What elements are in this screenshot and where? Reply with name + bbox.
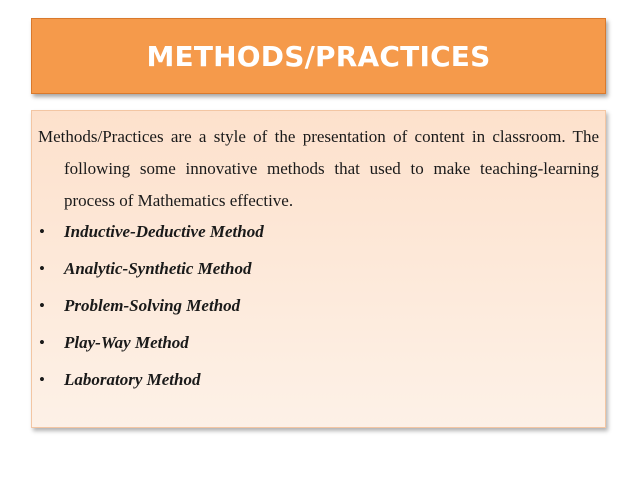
bullet-icon: • [39, 370, 45, 389]
method-inductive-deductive: Inductive-Deductive Method [64, 222, 264, 241]
bullet-icon: • [39, 259, 45, 278]
method-problem-solving: Problem-Solving Method [64, 296, 241, 315]
list-item [38, 370, 599, 407]
content-panel [31, 110, 606, 428]
list-item [38, 222, 599, 259]
list-item [38, 333, 599, 370]
methods-list [38, 222, 599, 407]
method-analytic-synthetic: Analytic-Synthetic Method [64, 259, 252, 278]
bullet-icon: • [39, 333, 45, 352]
intro-paragraph: Methods/Practices are a style of the presentation of content in classroom. The following some innovative methods that used to make teaching-learning process of Mathematics effective. [38, 127, 599, 210]
bullet-icon: • [39, 296, 45, 315]
slide-title: METHODS/PRACTICES [146, 39, 491, 73]
bullet-icon: • [39, 222, 45, 241]
method-laboratory: Laboratory Method [64, 370, 201, 389]
list-item [38, 259, 599, 296]
title-banner [31, 18, 606, 94]
list-item [38, 296, 599, 333]
method-play-way: Play-Way Method [64, 333, 189, 352]
